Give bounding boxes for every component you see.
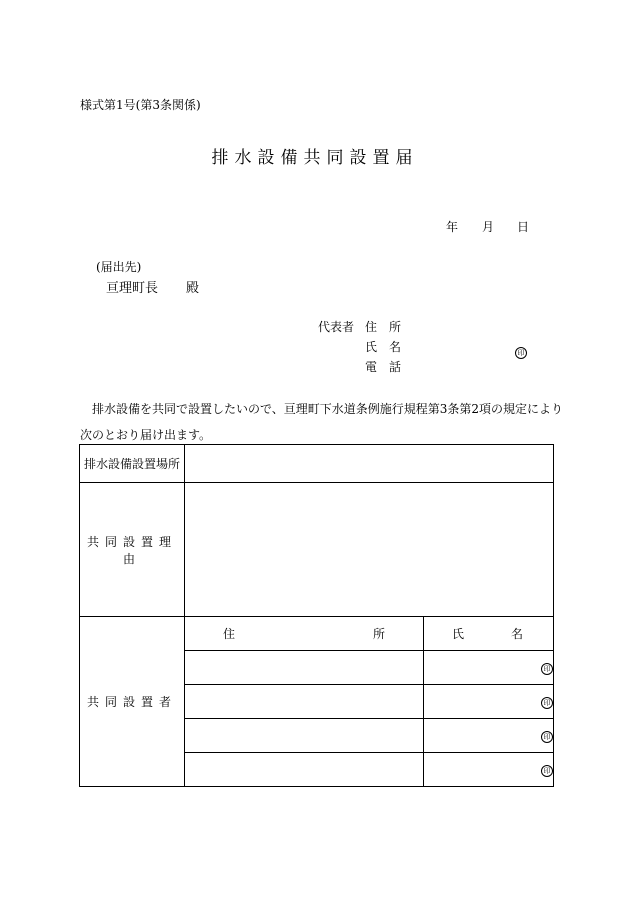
form-number: 様式第1号(第3条関係) [80, 98, 201, 112]
installation-form-table [79, 444, 554, 787]
document-title: 排水設備共同設置届 [211, 148, 419, 168]
seal-icon: 印 [541, 697, 553, 709]
applicant-name-label: 氏 名 [365, 340, 402, 354]
location-label: 排水設備設置場所 [80, 445, 185, 483]
location-field[interactable] [185, 445, 554, 483]
body-text-line-1: 排水設備を共同で設置したいので、亘理町下水道条例施行規程第3条第2項の規定により [92, 402, 564, 416]
applicant-phone-label: 電 話 [365, 360, 402, 374]
reason-row [80, 483, 554, 617]
date-month-label: 月 [482, 220, 495, 234]
installers-header-row [80, 617, 554, 651]
addressee [106, 277, 199, 296]
applicant-seal-icon: 印 [515, 347, 527, 359]
installer-name-field[interactable] [424, 753, 554, 787]
body-text-line-2: 次のとおり届け出ます。 [80, 428, 212, 442]
installer-name-field[interactable] [424, 685, 554, 719]
seal-icon: 印 [541, 663, 553, 675]
addressee-honorific: 殿 [186, 281, 200, 296]
addressee-name: 亘理町長 [106, 281, 159, 296]
seal-icon: 印 [541, 765, 553, 777]
reason-field[interactable] [185, 483, 554, 617]
address-column-header [185, 617, 424, 651]
name-header-char-2: 名 [510, 627, 523, 641]
location-row [80, 445, 554, 483]
name-column-header [424, 617, 554, 651]
installer-name-field[interactable] [424, 719, 554, 753]
addressee-label: (届出先) [96, 260, 142, 274]
installer-address-field[interactable] [185, 685, 424, 719]
address-header-char-1: 住 [223, 627, 236, 641]
representative-label: 代表者 [318, 320, 355, 334]
date-year-label: 年 [446, 220, 459, 234]
date-day-label: 日 [517, 220, 530, 234]
installers-label: 共同設置者 [80, 617, 185, 787]
installer-address-field[interactable] [185, 651, 424, 685]
address-header-char-2: 所 [372, 627, 385, 641]
seal-icon: 印 [541, 731, 553, 743]
reason-label: 共同設置理由 [80, 483, 185, 617]
installer-name-field[interactable] [424, 651, 554, 685]
applicant-address-label: 住 所 [365, 320, 402, 334]
name-header-char-1: 氏 [452, 627, 465, 641]
installer-address-field[interactable] [185, 753, 424, 787]
installer-address-field[interactable] [185, 719, 424, 753]
